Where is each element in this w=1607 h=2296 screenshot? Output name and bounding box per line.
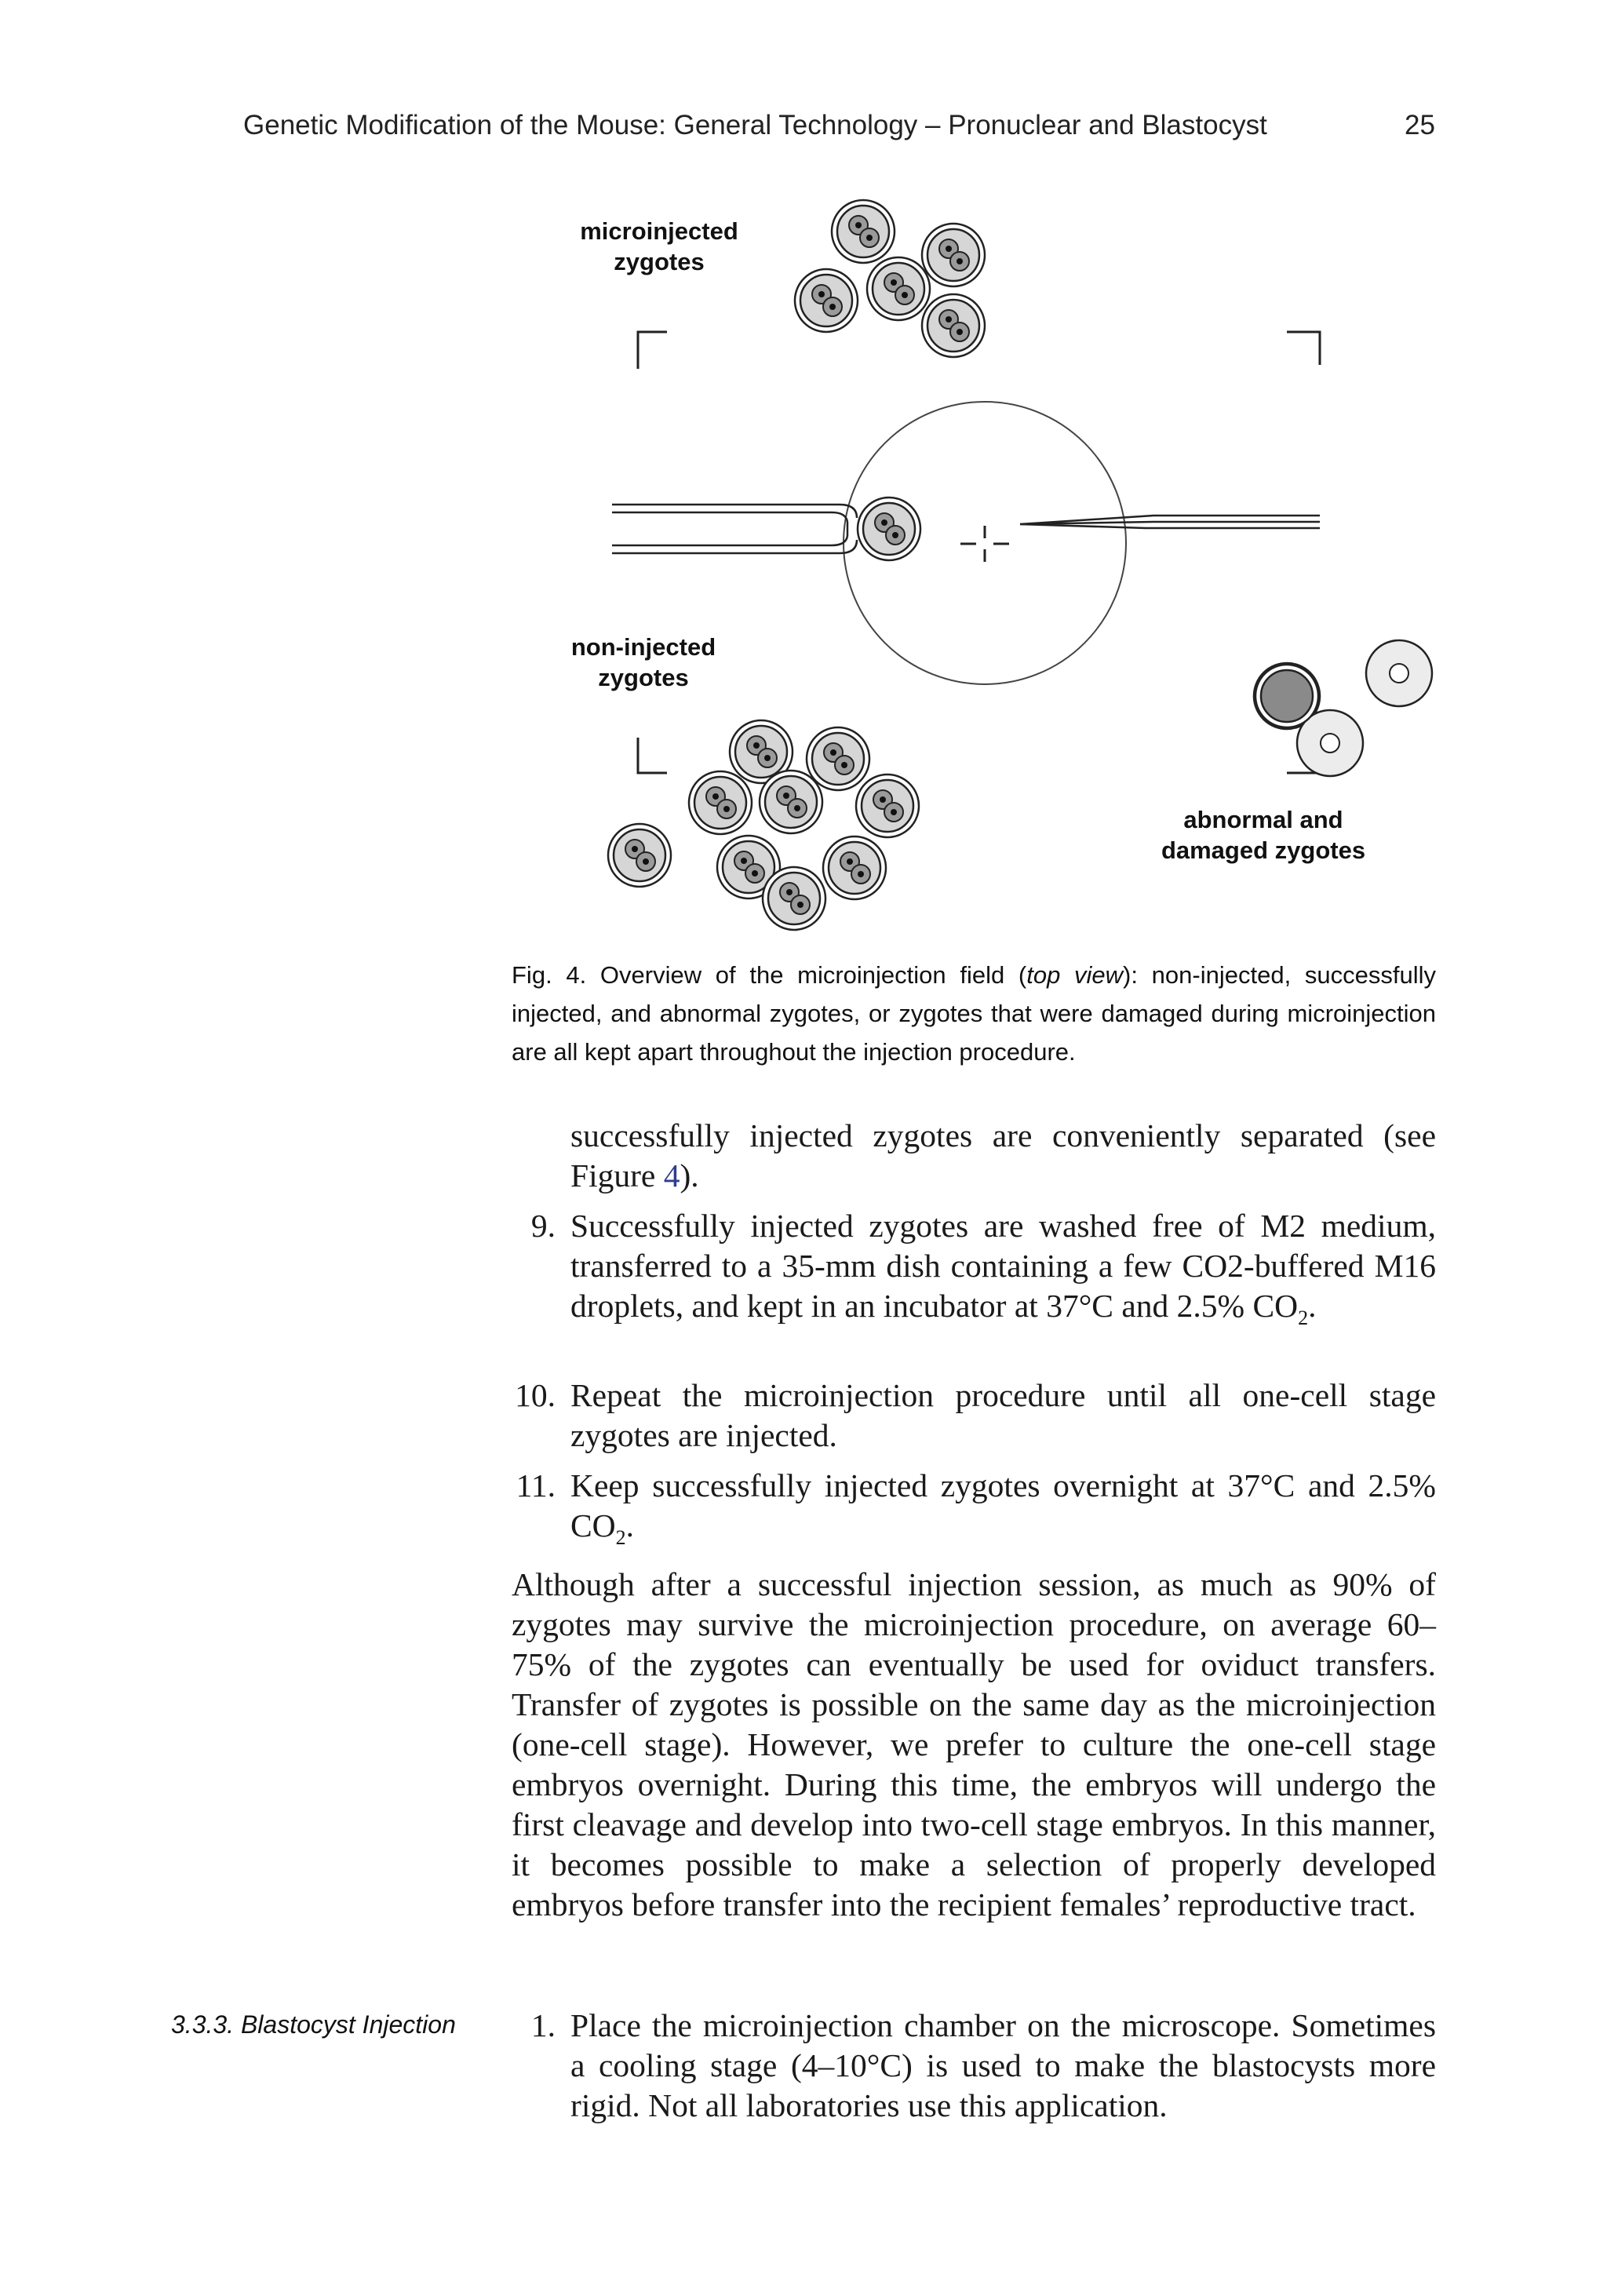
list-text: Repeat the microinjection procedure until all one-cell stage zygotes are injected. [570, 1377, 1436, 1453]
caption-text: Overview of the microinjection field ( [586, 961, 1027, 989]
running-title: Genetic Modification of the Mouse: General Technology – Pronuclear and Blastocyst [243, 110, 1267, 140]
label-noninjected-zygotes [526, 632, 761, 693]
zygote [807, 727, 869, 790]
running-header [0, 110, 1607, 149]
list-text [570, 1206, 1436, 1329]
injection-needle [1020, 516, 1320, 528]
label-line: non-injected [570, 633, 716, 661]
caption-italic: top view [1026, 961, 1124, 989]
field-corner-bottom-left [638, 738, 667, 773]
body-paragraph: Although after a successful injection session, as much as 90% of zygotes may survive the microinjection procedure, on average 60–75% of the zygotes can eventually be used for oviduct transfers. Transfer of zygotes is possible on the same day as the microinjection (one-cell stage). However, we prefer to culture the one-cell stage embryos overnight. During this time, the embryos will undergo the first cleavage and develop into two-cell stage embryos. In this manner, it becomes possible to make a selection of properly developed embryos before transfer into the recipient females’ reproductive tract. [512, 1566, 1436, 1922]
zygote [832, 200, 895, 263]
zygote [856, 774, 919, 837]
zygote [763, 867, 825, 930]
zygote [689, 771, 752, 834]
figure-microinjection-field [502, 196, 1444, 942]
noninjected-zygote-cluster [608, 720, 919, 930]
zygote [823, 836, 886, 899]
label-line: zygotes [614, 248, 705, 275]
item-end: . [1308, 1288, 1317, 1324]
zygote [867, 257, 930, 320]
continuation-text [570, 1116, 1436, 1196]
list-text [570, 1466, 1436, 1549]
item-text: Successfully injected zygotes are washed free of M2 medium, transferred to a 35-mm dish containing a few CO2-buffered M16 droplets, and kept in an incubator at 37°C and 2.5% CO [570, 1208, 1436, 1324]
caption-text-end: ): non-injected, successfully injected, and abnormal zygotes, or zygotes that were damaged during microinjection are all kept apart throughout the injection procedure. [512, 961, 1436, 1066]
list-number: 11. [516, 1467, 556, 1503]
item-text: Keep successfully injected zygotes overnight at 37°C and 2.5% CO [570, 1467, 1436, 1543]
section-heading: 3.3.3. Blastocyst Injection [171, 2010, 456, 2039]
subscript: 2 [1298, 1307, 1309, 1329]
list-number: 9. [530, 1208, 556, 1244]
item-end: . [625, 1507, 635, 1543]
zygote [760, 771, 822, 833]
zygote [795, 269, 858, 332]
label-microinjected-zygotes [534, 216, 785, 277]
zygote [608, 824, 671, 887]
figure-link[interactable]: 4 [663, 1157, 680, 1194]
held-zygote [858, 497, 920, 560]
list-number: 10. [515, 1377, 556, 1413]
label-line: damaged zygotes [1161, 836, 1366, 864]
list-text: Place the microinjection chamber on the microscope. Sometimes a cooling stage (4–10°C) is used to make the blastocysts more rigid. Not all laboratories use this application. [570, 2007, 1436, 2123]
figure-caption [512, 956, 1436, 1071]
abnormal-damaged-zygotes [1254, 640, 1432, 776]
page-number: 25 [1405, 110, 1435, 140]
microinjected-zygote-cluster [795, 200, 985, 357]
crosshair-icon [960, 526, 1009, 562]
field-corner-top-right [1287, 332, 1320, 365]
holding-pipette [612, 505, 857, 553]
zygote [922, 224, 985, 286]
zygote [922, 294, 985, 357]
continuation-end: ). [680, 1157, 699, 1194]
list-number: 1. [530, 2007, 556, 2043]
continuation-start: successfully injected zygotes are conveniently separated (see Figure [570, 1117, 1436, 1194]
label-line: zygotes [598, 664, 689, 691]
subscript: 2 [615, 1526, 626, 1549]
caption-label: Fig. 4. [512, 961, 587, 989]
field-corner-top-left [638, 332, 667, 369]
label-abnormal-damaged-zygotes [1106, 804, 1420, 866]
label-line: abnormal and [1183, 806, 1343, 833]
label-line: microinjected [580, 217, 738, 245]
